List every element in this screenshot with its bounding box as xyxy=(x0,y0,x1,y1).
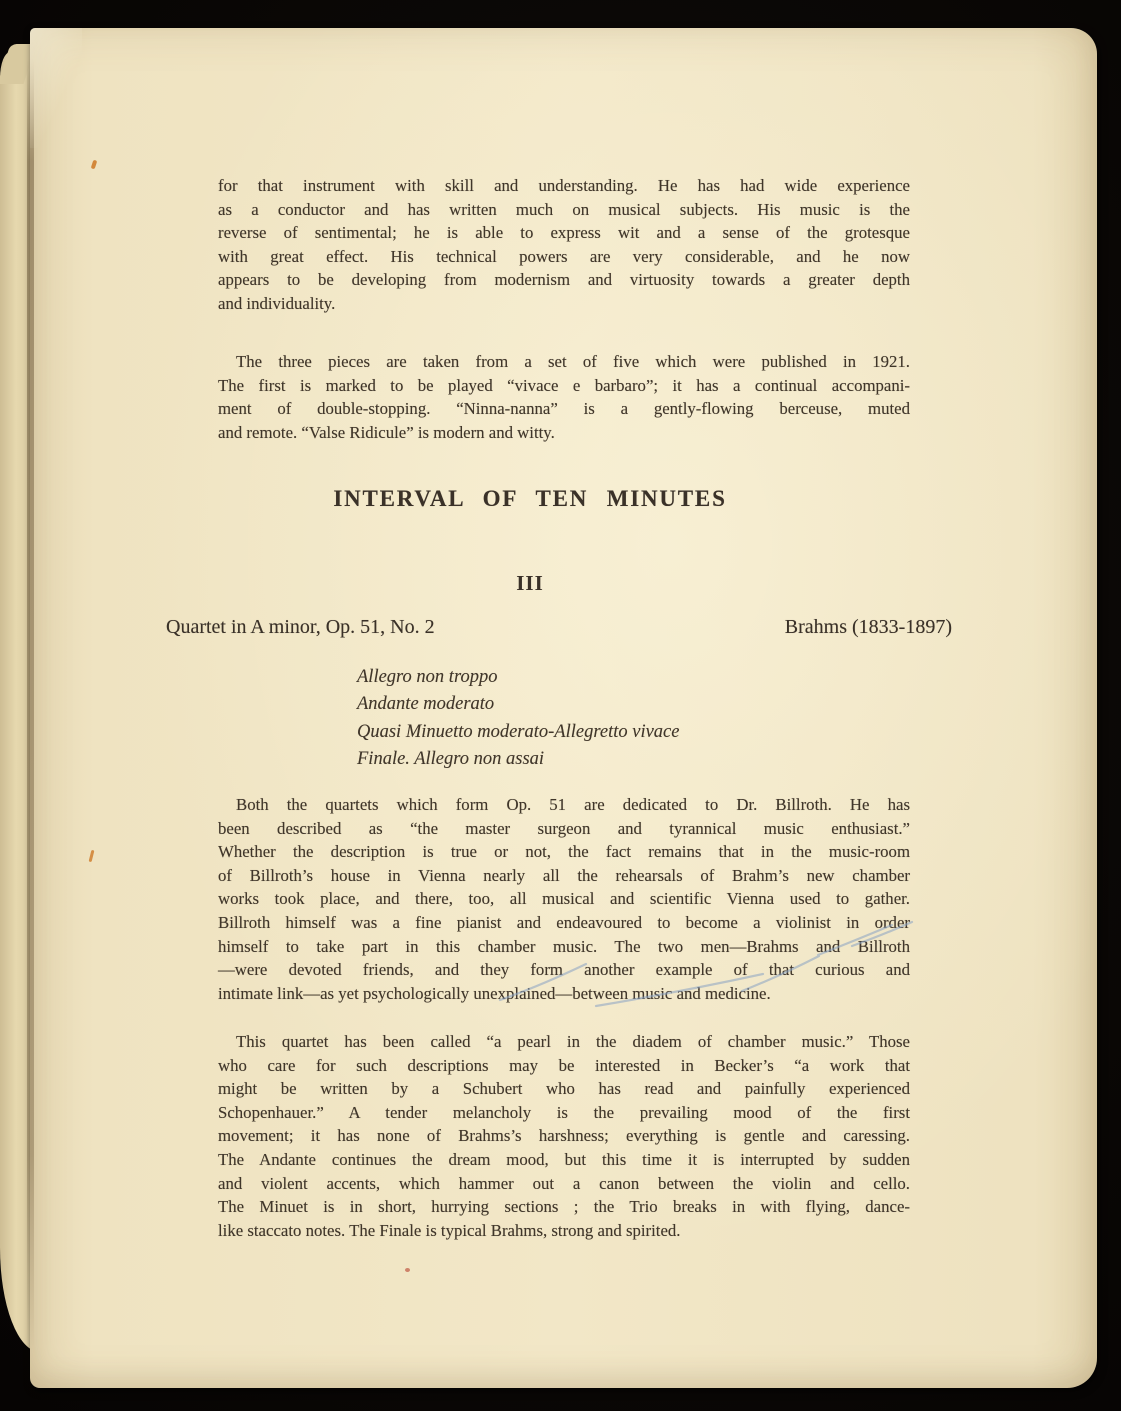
text-line: This quartet has been called “a pearl in the diadem of chamber music.” Those xyxy=(236,1032,910,1051)
text-line: of Billroth’s house in Vienna nearly all the rehearsals of Brahm’s new chamber xyxy=(218,865,910,885)
movement-list xyxy=(357,664,917,774)
text-line: —were devoted friends, and they form another example of that curious and xyxy=(218,960,910,980)
text-line: Billroth himself was a fine pianist and endeavoured to become a violinist in order xyxy=(218,912,910,932)
work-title: Quartet in A minor, Op. 51, No. 2 xyxy=(166,616,435,638)
text-line: and remote. “Valse Ridicule” is modern and witty. xyxy=(218,422,555,442)
text-line: movement; it has none of Brahms’s harshness; everything is gentle and caressing. xyxy=(218,1126,910,1146)
text-line: The three pieces are taken from a set of five which were published in 1921. xyxy=(236,352,910,371)
ink-speck xyxy=(405,1268,410,1272)
text-line: for that instrument with skill and understanding. He has had wide experience xyxy=(218,176,910,195)
text-line: might be written by a Schubert who has read and painfully experienced xyxy=(218,1079,910,1099)
text-line: like staccato notes. The Finale is typical Brahms, strong and spirited. xyxy=(218,1220,681,1240)
text-line: The Andante continues the dream mood, but this time it is interrupted by sudden xyxy=(218,1149,910,1169)
text-line: as a conductor and has written much on musical subjects. His music is the xyxy=(218,199,910,219)
paragraph-continuation xyxy=(218,174,910,316)
text-line: himself to take part in this chamber music. The two men—Brahms and Billroth xyxy=(218,936,910,956)
text-line: reverse of sentimental; he is able to express wit and a sense of the grotesque xyxy=(218,223,910,243)
text-line: ment of double-stopping. “Ninna-nanna” is a gently-flowing berceuse, muted xyxy=(218,399,910,419)
text-line: Both the quartets which form Op. 51 are dedicated to Dr. Billroth. He has xyxy=(236,795,910,814)
text-line: appears to be developing from modernism and virtuosity towards a greater depth xyxy=(218,270,910,290)
text-line: who care for such descriptions may be interested in Becker’s “a work that xyxy=(218,1055,910,1075)
program-page xyxy=(30,28,1097,1388)
text-line: The Minuet is in short, hurrying sections ; the Trio breaks in with flying, dance- xyxy=(218,1197,910,1217)
section-number: III xyxy=(516,571,544,595)
paragraph-three-pieces xyxy=(218,350,910,444)
text-line: and individuality. xyxy=(218,293,336,313)
movement-item: Allegro non troppo xyxy=(357,667,498,687)
text-line: with great effect. His technical powers are very considerable, and he now xyxy=(218,246,910,266)
edge-stain xyxy=(89,850,95,862)
text-line: Whether the description is true or not, the fact remains that in the music-room xyxy=(218,842,910,862)
paragraph-quartet-description xyxy=(218,1030,910,1242)
interval-heading: INTERVAL OF TEN MINUTES xyxy=(333,486,727,511)
movement-item: Quasi Minuetto moderato-Allegretto vivace xyxy=(357,721,680,742)
text-line: works took place, and there, too, all musical and scientific Vienna used to gather. xyxy=(218,889,910,909)
text-line: and violent accents, which hammer out a canon between the violin and cello. xyxy=(218,1173,910,1193)
paragraph-billroth xyxy=(218,793,910,1005)
text-line: The first is marked to be played “vivace e barbaro”; it has a continual accompani- xyxy=(218,375,910,395)
composer-name: Brahms (1833-1897) xyxy=(784,616,952,638)
work-title-row xyxy=(166,616,952,639)
edge-stain xyxy=(91,160,98,170)
movement-item: Andante moderato xyxy=(357,694,495,715)
movement-item: Finale. Allegro non assai xyxy=(357,749,545,770)
text-line: intimate link—as yet psychologically unexplained—between music and medicine. xyxy=(218,983,771,1003)
text-line: been described as “the master surgeon and tyrannical music enthusiast.” xyxy=(218,818,910,838)
text-line: Schopenhauer.” A tender melancholy is the prevailing mood of the first xyxy=(218,1102,910,1122)
